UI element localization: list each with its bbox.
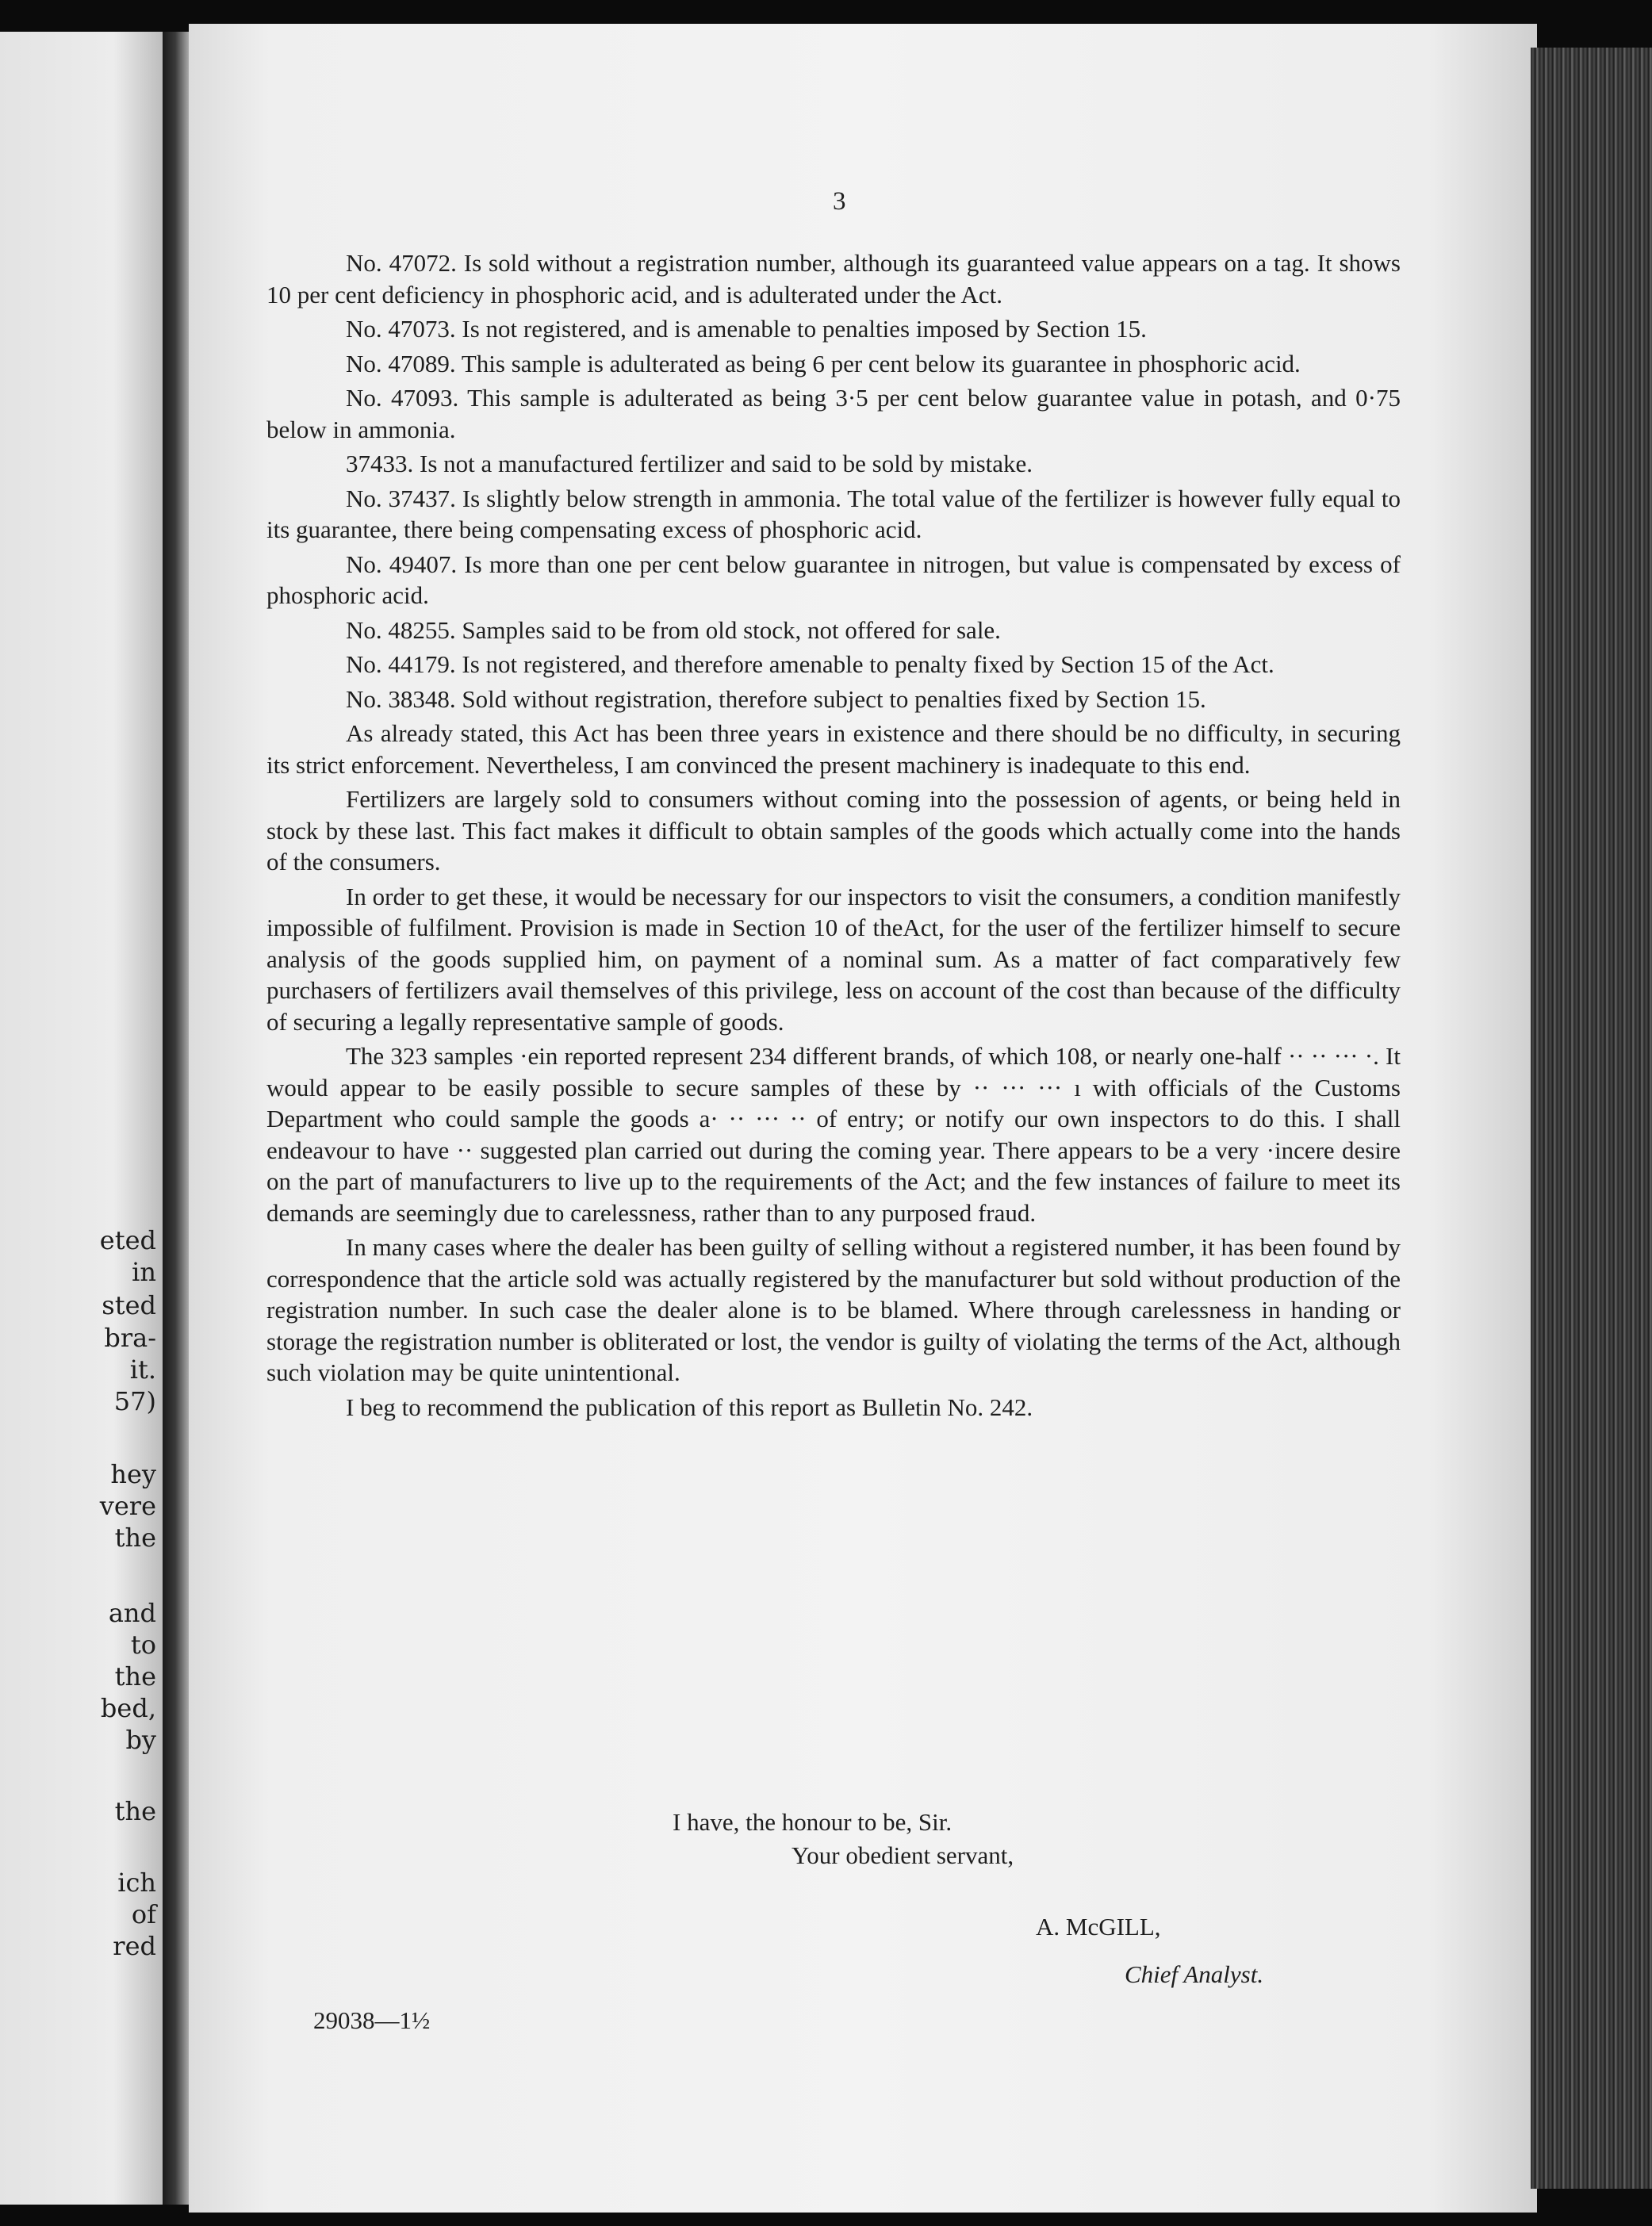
fragment-text: of xyxy=(131,1899,156,1929)
paragraph: The 323 samples ·ein reported represent 234 different brands, of which 108, or nearly one-half ·· ·· ··· ·. It would appear to be easily possible to secure samples of these by ·· ··· ··· ı with officials of the Customs Department who could sample the goods a· ·· ··· ·· of entry; or notify our own inspectors to do this. I shall endeavour to have ·· suggested plan carried out during the coming year. There appears to be a very ·incere desire on the part of manufacturers to live up to the requirements of the Act; and the few instances of failure to meet its demands are seemingly due to carelessness, rather than to any purposed fraud. xyxy=(266,1042,1401,1227)
paragraph: No. 47093. This sample is adulterated as being 3·5 per cent below guarantee value in potash, and 0·75 below in ammonia. xyxy=(266,384,1401,443)
fragment-text: to xyxy=(130,1630,156,1660)
paragraph: No. 44179. Is not registered, and therefore amenable to penalty fixed by Section 15 of the Act. xyxy=(346,650,1274,678)
print-code: 29038—1½ xyxy=(313,2006,431,2034)
page-number: 3 xyxy=(833,187,846,216)
signature-title: Chief Analyst. xyxy=(1125,1960,1264,1988)
fragment-text: hey xyxy=(110,1459,156,1489)
paragraph: 37433. Is not a manufactured fertilizer and said to be sold by mistake. xyxy=(346,450,1033,477)
paragraph: As already stated, this Act has been three years in existence and there should be no difficulty, in securing its strict enforcement. Nevertheless, I am convinced the present machinery is inadequate to this end. xyxy=(266,719,1401,779)
fragment-text: by xyxy=(125,1725,156,1755)
paragraph: In many cases where the dealer has been guilty of selling without a registered number, it has been found by correspondence that the article sold was actually registered by the manufacturer but sold without production of the registration number. In such case the dealer alone is to be blamed. Where through carelessness in handing or storage the registration number is obliterated or lost, the vendor is guilty of violating the terms of the Act, although such violation may be quite unintentional. xyxy=(266,1233,1401,1386)
fragment-text: sted xyxy=(102,1290,156,1320)
fragment-text: 57) xyxy=(113,1386,156,1416)
paragraph: I beg to recommend the publication of this report as Bulletin No. 242. xyxy=(346,1393,1033,1421)
fragment-text: bra- xyxy=(104,1323,156,1353)
paragraph: No. 38348. Sold without registration, therefore subject to penalties fixed by Section 15. xyxy=(346,684,1206,713)
paragraph: No. 47072. Is sold without a registration number, although its guaranteed value appears on a tag. It shows 10 per cent deficiency in phosphoric acid, and is adulterated under the Act. xyxy=(266,249,1401,308)
page-edges xyxy=(1531,48,1652,2189)
paragraph: Fertilizers are largely sold to consumers without coming into the possession of agents, or being held in stock by these last. This fact makes it difficult to obtain samples of the goods which actually come into the hands of the consumers. xyxy=(266,785,1401,875)
fragment-text: the xyxy=(114,1661,156,1692)
signature-name: A. McGILL, xyxy=(1036,1913,1161,1941)
closing-line: Your obedient servant, xyxy=(792,1841,1014,1869)
paragraph: In order to get these, it would be necessary for our inspectors to visit the consumers, a condition manifestly impossible of fulfilment. Provision is made in Section 10 of theAct, for the user of the fertilizer himself to secure analysis of the goods supplied him, on payment of a nominal sum. As a matter of fact comparatively few purchasers of fertilizers avail themselves of this privilege, less on account of the cost than because of the difficulty of securing a legally representative sample of goods. xyxy=(266,882,1401,1036)
fragment-text: ich xyxy=(117,1868,156,1898)
paragraph: No. 47089. This sample is adulterated as being 6 per cent below its guarantee in phosphoric acid. xyxy=(346,349,1301,377)
fragment-text: in xyxy=(132,1257,156,1287)
paragraph: No. 49407. Is more than one per cent below guarantee in nitrogen, but value is compensated by excess of phosphoric acid. xyxy=(266,550,1401,609)
fragment-text: eted xyxy=(99,1225,156,1255)
fragment-text: the xyxy=(114,1796,156,1826)
previous-page-fragment xyxy=(0,32,163,2205)
fragment-text: vere xyxy=(99,1491,156,1521)
fragment-text: and xyxy=(108,1598,156,1628)
fragment-text: the xyxy=(114,1523,156,1553)
fragment-text: red xyxy=(113,1931,156,1961)
fragment-text: it. xyxy=(129,1354,156,1385)
paragraph: No. 48255. Samples said to be from old stock, not offered for sale. xyxy=(346,615,1001,644)
fragment-text: bed, xyxy=(100,1693,156,1723)
paragraph: No. 37437. Is slightly below strength in ammonia. The total value of the fertilizer is however fully equal to its guarantee, there being compensating excess of phosphoric acid. xyxy=(266,484,1401,543)
report-body xyxy=(266,247,1401,1426)
paragraph: No. 47073. Is not registered, and is amenable to penalties imposed by Section 15. xyxy=(346,315,1147,343)
closing-line: I have, the honour to be, Sir. xyxy=(673,1808,952,1836)
